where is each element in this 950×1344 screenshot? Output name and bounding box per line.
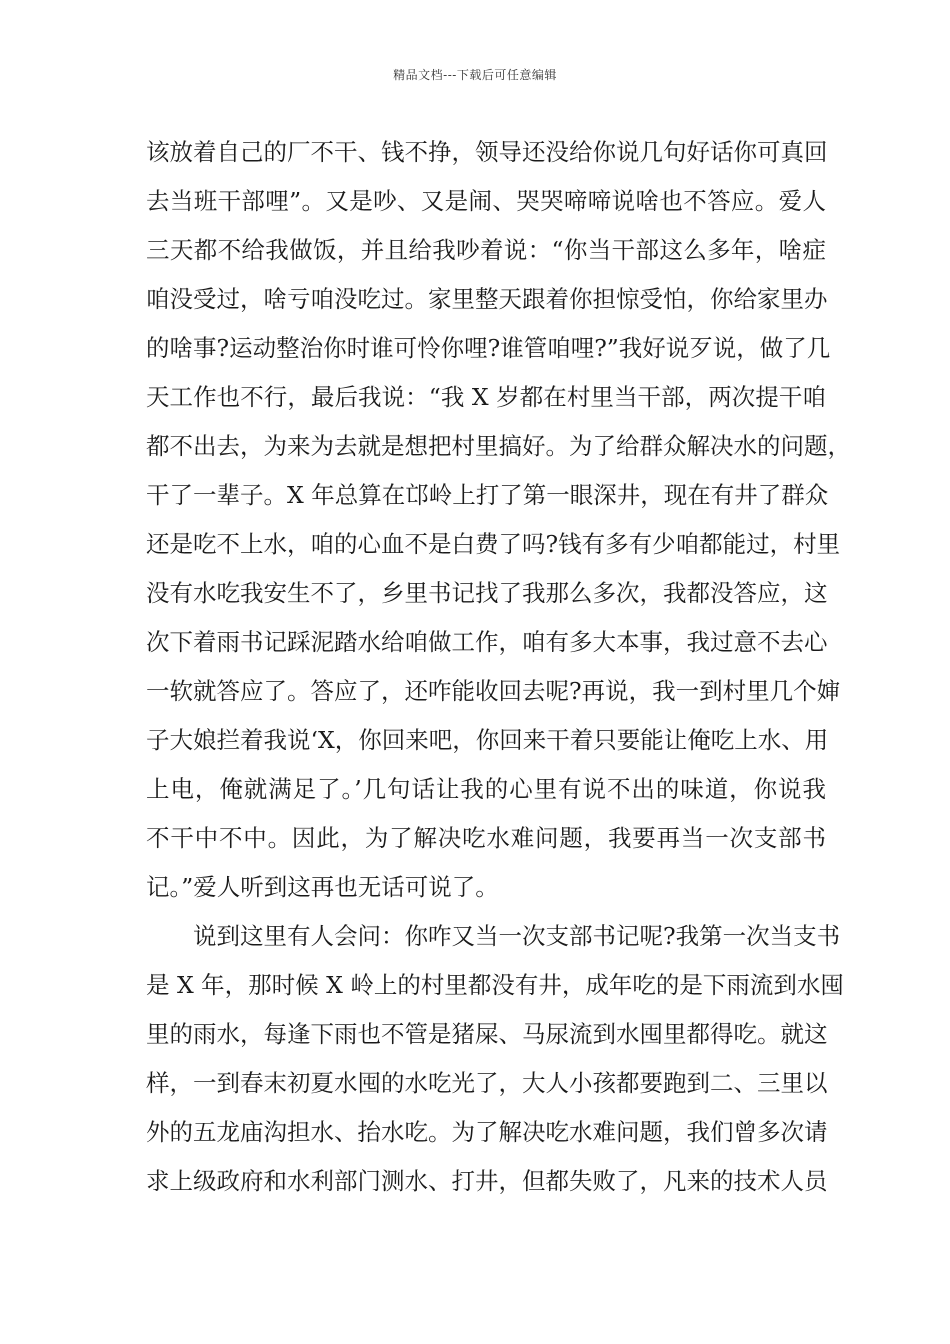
text-line: 都不出去，为来为去就是想把村里搞好。为了给群众解决水的问题，	[146, 432, 851, 460]
text-line: 求上级政府和水利部门测水、打井，但都失败了，凡来的技术人员	[146, 1167, 828, 1195]
page-header: 精品文档---下载后可任意编辑	[393, 68, 557, 82]
text-line: 上电，俺就满足了。’几句话让我的心里有说不出的味道，你说我	[146, 775, 826, 803]
text-line: 一软就答应了。答应了，还咋能收回去呢?再说，我一到村里几个婶	[146, 677, 841, 705]
document-body	[146, 128, 851, 1206]
text-line: 该放着自己的厂不干、钱不挣，领导还没给你说几句好话你可真回	[146, 138, 828, 166]
text-line: 的啥事?运动整治你时谁可怜你哩?谁管咱哩?”我好说歹说，做了几	[146, 334, 831, 362]
text-line: 次下着雨书记踩泥踏水给咱做工作，咱有多大本事，我过意不去心	[146, 628, 828, 656]
text-line: 三天都不给我做饭，并且给我吵着说：“你当干部这么多年，啥症	[146, 236, 826, 264]
text-line: 子大娘拦着我说‘X，你回来吧，你回来干着只要能让俺吃上水、用	[146, 726, 829, 754]
text-line: 是 X 年，那时候 X 岭上的村里都没有井，成年吃的是下雨流到水囤	[146, 971, 844, 999]
text-line: 样，一到春末初夏水囤的水吃光了，大人小孩都要跑到二、三里以	[146, 1069, 828, 1097]
text-line: 外的五龙庙沟担水、抬水吃。为了解决吃水难问题，我们曾多次请	[146, 1118, 828, 1146]
text-line: 没有水吃我安生不了，乡里书记找了我那么多次，我都没答应，这	[146, 579, 828, 607]
text-line: 干了一辈子。X 年总算在邙岭上打了第一眼深井，现在有井了群众	[146, 481, 829, 509]
text-line: 天工作也不行，最后我说：“我 X 岁都在村里当干部，两次提干咱	[146, 383, 826, 411]
text-line: 不干中不中。因此，为了解决吃水难问题，我要再当一次支部书	[146, 824, 826, 852]
text-line: 咱没受过，啥亏咱没吃过。家里整天跟着你担惊受怕，你给家里办	[146, 285, 828, 313]
text-line: 里的雨水，每逢下雨也不管是猪屎、马尿流到水囤里都得吃。就这	[146, 1020, 828, 1048]
text-line: 还是吃不上水，咱的心血不是白费了吗?钱有多有少咱都能过，村里	[146, 530, 841, 558]
text-line: 记。”爱人听到这再也无话可说了。	[146, 873, 499, 901]
paragraph-first-line: 说到这里有人会问：你咋又当一次支部书记呢?我第一次当支书	[193, 922, 841, 950]
text-line: 去当班干部哩”。又是吵、又是闹、哭哭啼啼说啥也不答应。爱人	[146, 187, 826, 215]
